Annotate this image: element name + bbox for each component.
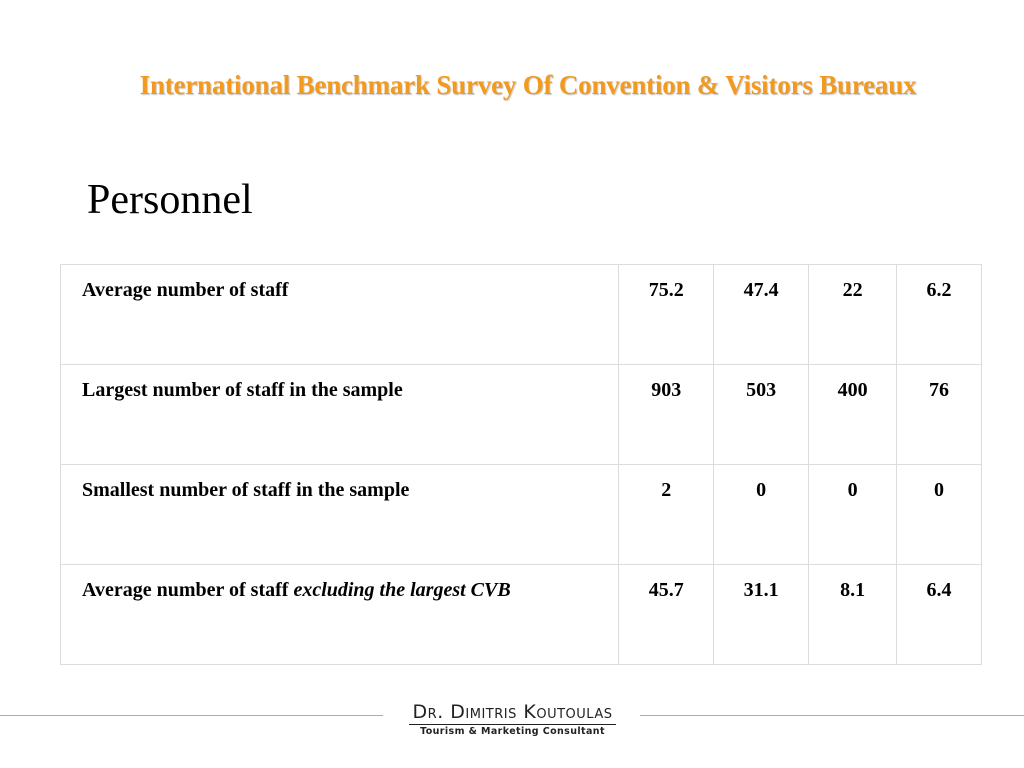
table-cell: 47.4 bbox=[714, 265, 809, 365]
footer-logo bbox=[390, 700, 635, 739]
table-cell: 0 bbox=[714, 465, 809, 565]
table-row bbox=[61, 265, 982, 365]
footer-subtitle: Tourism & Marketing Consultant bbox=[420, 726, 605, 737]
table-cell: 75.2 bbox=[619, 265, 714, 365]
table-row bbox=[61, 565, 982, 665]
table-cell: 45.7 bbox=[619, 565, 714, 665]
table-cell: 503 bbox=[714, 365, 809, 465]
table-row bbox=[61, 465, 982, 565]
table-cell: 0 bbox=[809, 465, 897, 565]
footer-divider-right bbox=[640, 715, 1024, 716]
footer-divider-left bbox=[0, 715, 383, 716]
section-title: Personnel bbox=[87, 177, 253, 223]
row-label-main: Average number of staff bbox=[82, 579, 294, 601]
table-cell: 400 bbox=[809, 365, 897, 465]
table-cell: 0 bbox=[897, 465, 982, 565]
row-label: Smallest number of staff in the sample bbox=[61, 465, 619, 565]
table-cell: 31.1 bbox=[714, 565, 809, 665]
table-cell: 903 bbox=[619, 365, 714, 465]
row-label-italic: excluding the largest CVB bbox=[293, 579, 511, 601]
table-cell: 6.2 bbox=[897, 265, 982, 365]
table-row bbox=[61, 365, 982, 465]
footer-name: Dr. Dimitris Koutoulas bbox=[409, 700, 617, 725]
row-label bbox=[61, 565, 619, 665]
table-cell: 8.1 bbox=[809, 565, 897, 665]
row-label: Average number of staff bbox=[61, 265, 619, 365]
row-label: Largest number of staff in the sample bbox=[61, 365, 619, 465]
table-cell: 22 bbox=[809, 265, 897, 365]
table-cell: 2 bbox=[619, 465, 714, 565]
table-cell: 6.4 bbox=[897, 565, 982, 665]
table-cell: 76 bbox=[897, 365, 982, 465]
personnel-table bbox=[60, 264, 982, 665]
presentation-title: International Benchmark Survey Of Convention & Visitors Bureaux bbox=[139, 70, 917, 100]
